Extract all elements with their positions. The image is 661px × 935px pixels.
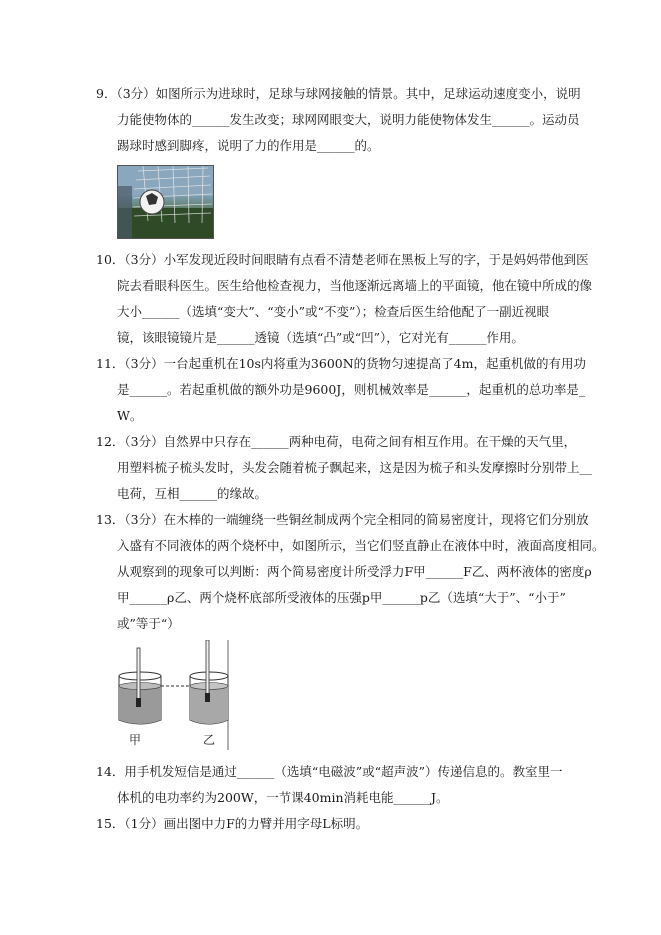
q13-line-3: 从观察到的现象可以判断：两个简易密度计所受浮力F甲______F乙、两杯液体的密度ρ <box>117 564 592 579</box>
density-meter-beakers-figure <box>115 640 231 752</box>
q11-line-1: 11．（3分）一台起重机在10s内将重为3600N的货物匀速提高了4m，起重机做的有用功 <box>96 356 586 371</box>
q12-line-3: 电荷，互相______的缘故。 <box>117 486 268 501</box>
q12-line-1: 12．（3分）自然界中只存在______两种电荷，电荷之间有相互作用。在干燥的天气里， <box>96 434 577 449</box>
beaker-label-jia: 甲 <box>129 733 142 747</box>
beaker-label-yi: 乙 <box>203 733 216 747</box>
q13-line-1: 13．（3分）在木棒的一端缠绕一些铜丝制成两个完全相同的简易密度计，现将它们分别放 <box>96 512 589 527</box>
q13-line-5: 或”等于“） <box>117 616 180 631</box>
q10-line-2: 院去看眼科医生。医生给他检查视力，当他逐渐远离墙上的平面镜，他在镜中所成的像 <box>117 278 593 293</box>
q11-line-2: 是______。若起重机做的额外功是9600J，则机械效率是______，起重机的总功率是_ <box>117 382 586 397</box>
q9-line-1: 9．（3分）如图所示为进球时，足球与球网接触的情景。其中，足球运动速度变小，说明 <box>96 86 581 101</box>
q14-line-2: 体机的电功率约为200W，一节课40min消耗电能______J。 <box>117 790 449 805</box>
q14-line-1: 14．用手机发短信是通过______（选填“电磁波”或“超声波”）传递信息的。教室里一 <box>96 764 563 779</box>
football-net-photo <box>117 165 214 239</box>
q13-line-2: 入盛有不同液体的两个烧杯中，如图所示，当它们竖直静止在液体中时，液面高度相同。 <box>117 538 605 553</box>
q11-line-3: W。 <box>117 408 143 423</box>
q10-line-4: 镜，该眼镜镜片是______透镜（选填“凸”或“凹”），它对光有______作用。 <box>117 330 524 345</box>
q10-line-1: 10．（3分）小军发现近段时间眼睛有点看不清楚老师在黑板上写的字，于是妈妈带他到医 <box>96 252 589 267</box>
beaker-yi <box>190 640 228 724</box>
q13-line-4: 甲______ρ乙、两个烧杯底部所受液体的压强p甲______p乙（选填“大于”、“小于” <box>117 590 566 605</box>
q12-line-2: 用塑料梳子梳头发时，头发会随着梳子飘起来，这是因为梳子和头发摩擦时分别带上__ <box>117 460 593 475</box>
q9-line-3: 踢球时感到脚疼，说明了力的作用是______的。 <box>117 138 380 153</box>
q9-line-2: 力能使物体的______发生改变；球网网眼变大，说明力能使物体发生______。运动员 <box>117 112 580 127</box>
q10-line-3: 大小______（选填“变大”、“变小”或“不变”）；检查后医生给他配了一副近视眼 <box>117 304 550 319</box>
q15-line-1: 15．（1分）画出图中力F的力臂并用字母L标明。 <box>96 816 369 831</box>
beaker-jia <box>119 648 161 724</box>
